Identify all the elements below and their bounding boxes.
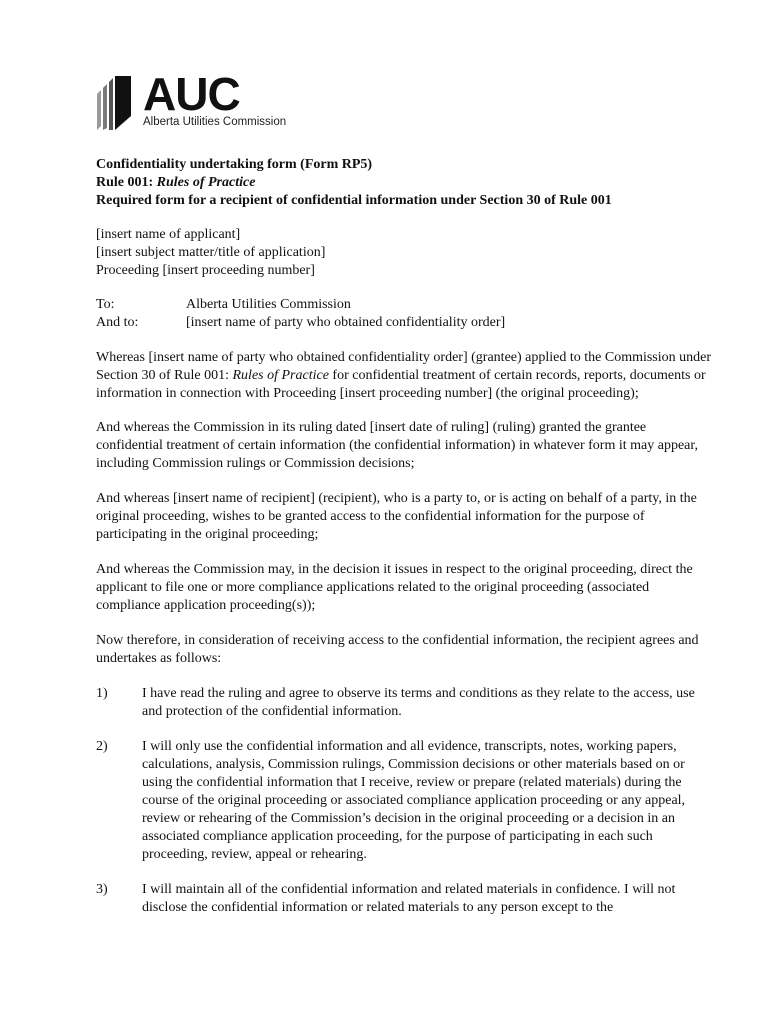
recital-grantee bbox=[96, 349, 716, 403]
undertaking-item bbox=[96, 738, 716, 864]
undertaking-text: I will maintain all of the confidential information and related materials in confidence. I will not disclose the confidential information or related materials to any person except to the bbox=[142, 882, 676, 915]
recital-recipient: And whereas [insert name of recipient] (recipient), who is a party to, or is acting on behalf of a party, in the original proceeding, wishes to be granted access to the confidential information for the purpose of participating in the original proceeding; bbox=[96, 491, 697, 542]
rule-prefix: Rule 001: bbox=[96, 175, 157, 190]
recital-grantee-text-a: Whereas [insert name of party who obtained confidentiality order] (grantee) applied to the Commission under Section 30 of Rule 001: bbox=[96, 350, 712, 383]
undertaking-number: 1) bbox=[96, 686, 108, 701]
logo-full-name: Alberta Utilities Commission bbox=[143, 116, 287, 128]
subject-placeholder: [insert subject matter/title of application] bbox=[96, 245, 326, 260]
form-subtitle: Required form for a recipient of confidential information under Section 30 of Rule 001 bbox=[96, 193, 612, 208]
and-to-row bbox=[96, 314, 716, 332]
applicant-placeholder: [insert name of applicant] bbox=[96, 227, 241, 242]
proceeding-placeholder: Proceeding [insert proceeding number] bbox=[96, 263, 315, 278]
to-value: Alberta Utilities Commission bbox=[186, 297, 351, 312]
to-label: To: bbox=[96, 297, 115, 312]
rule-italic-title: Rules of Practice bbox=[156, 175, 256, 190]
form-title: Confidentiality undertaking form (Form RP5) bbox=[96, 157, 373, 172]
undertaking-number: 2) bbox=[96, 739, 108, 754]
undertaking-item bbox=[96, 685, 716, 721]
and-to-value: [insert name of party who obtained confidentiality order] bbox=[186, 315, 506, 330]
recital-ruling: And whereas the Commission in its ruling dated [insert date of ruling] (ruling) granted the grantee confidential treatment of certain information (the confidential information) in whatever form it may appear, including Commission rulings or Commission decisions; bbox=[96, 420, 698, 471]
auc-logo-mark-icon bbox=[95, 72, 141, 130]
and-to-label: And to: bbox=[96, 315, 139, 330]
undertaking-item bbox=[96, 881, 716, 917]
to-row bbox=[96, 296, 716, 314]
logo-acronym: AUC bbox=[143, 68, 240, 120]
undertaking-text: I have read the ruling and agree to observe its terms and conditions as they relate to the access, use and protection of the confidential information. bbox=[142, 686, 695, 719]
auc-logo bbox=[95, 70, 295, 132]
recital-compliance: And whereas the Commission may, in the decision it issues in respect to the original proceeding, direct the applicant to file one or more compliance applications related to the original proceeding (associated compliance application proceeding(s)); bbox=[96, 562, 693, 613]
recital-grantee-text-b: for confidential treatment of certain records, reports, documents or information in connection with Proceeding [insert proceeding number] (the original proceeding); bbox=[96, 368, 706, 401]
undertaking-number: 3) bbox=[96, 882, 108, 897]
recital-now-therefore: Now therefore, in consideration of receiving access to the confidential information, the recipient agrees and undertakes as follows: bbox=[96, 633, 699, 666]
undertaking-text: I will only use the confidential information and all evidence, transcripts, notes, working papers, calculations, analysis, Commission rulings, Commission decisions or other materials based on or using the confidential information that I receive, review or prepare (related materials) during the course of the original proceeding or associated compliance application proceeding or any appeal, review or rehearing of the Commission’s decision in the original proceeding or a decision in an associated compliance application proceeding, for the purpose of participating in each such proceeding, review, appeal or rehearing. bbox=[142, 739, 686, 862]
document-body bbox=[96, 156, 716, 917]
rule-line bbox=[96, 174, 716, 192]
recital-grantee-italic: Rules of Practice bbox=[232, 368, 329, 383]
